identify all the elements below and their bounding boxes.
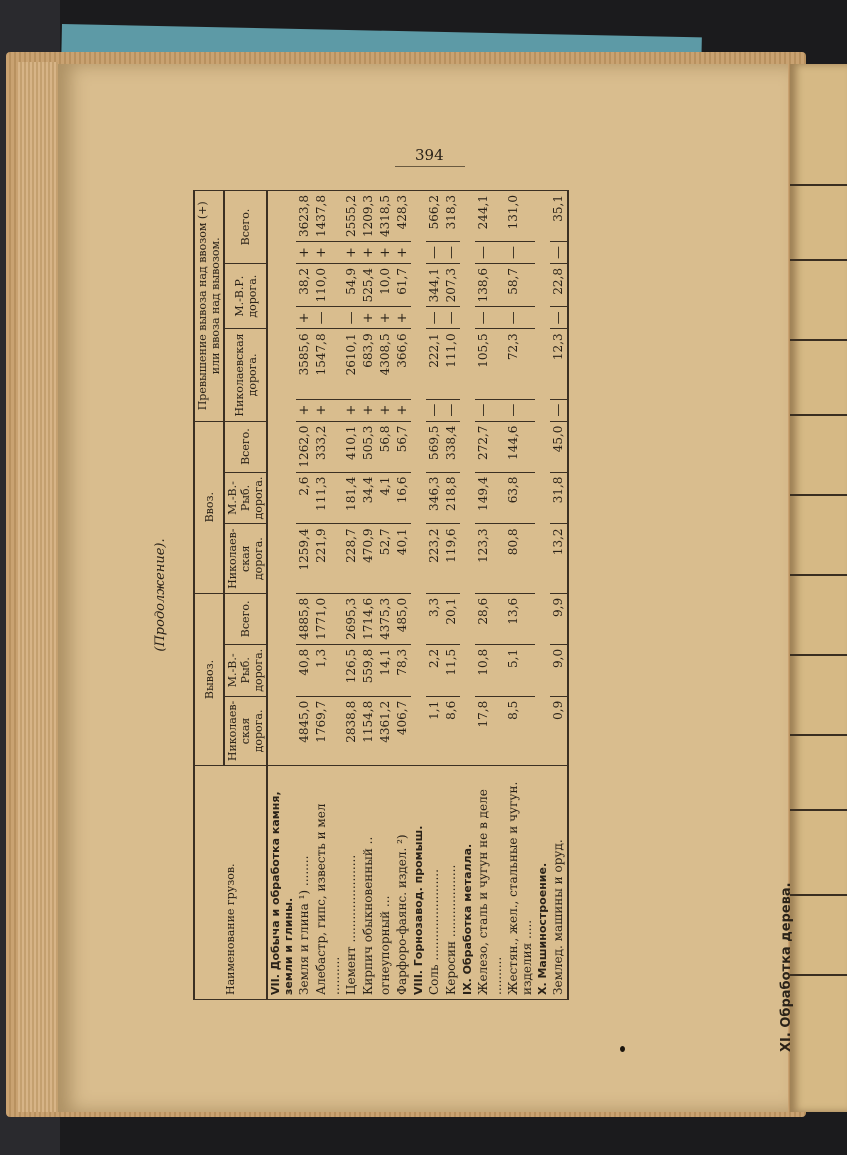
empty-cell: [460, 191, 475, 766]
value-cell: 13,2: [550, 524, 568, 593]
col-excess-header: Превышение вывоза над ввозом (+) или ввоза над вывозом.: [194, 191, 224, 422]
section-row: [535, 191, 550, 1000]
value-cell: 318,3: [443, 191, 460, 242]
value-cell: 126,5: [343, 644, 360, 696]
subcol-nikol: Николаев-ская дорога.: [224, 524, 267, 593]
sign-cell: —: [475, 399, 505, 421]
sign-cell: +: [313, 242, 343, 264]
value-cell: 8,6: [443, 696, 460, 765]
sign-cell: —: [475, 307, 505, 329]
value-cell: 40,1: [394, 524, 411, 593]
value-cell: 428,3: [394, 191, 411, 242]
sign-cell: —: [426, 242, 443, 264]
cargo-name: Кирпич обыкновенный ..: [360, 766, 377, 1000]
value-cell: 244,1: [475, 191, 505, 242]
value-cell: 2,2: [426, 644, 443, 696]
value-cell: 138,6: [475, 264, 505, 307]
value-cell: 149,4: [475, 472, 505, 524]
continuation-note: (Продолжение).: [153, 538, 168, 652]
section-title: VIII. Горнозавод. промыш.: [411, 766, 426, 1000]
value-cell: 111,3: [313, 472, 343, 524]
sign-cell: +: [296, 307, 313, 329]
value-cell: 35,1: [550, 191, 568, 242]
page-number: 394: [415, 146, 444, 164]
page-edges: [18, 62, 58, 1112]
subcol-total: Всего.: [224, 421, 267, 472]
cargo-name: Землед. машины и оруд.: [550, 766, 568, 1000]
cargo-name: Фарфоро-фаянс. издел. ²): [394, 766, 411, 1000]
section-row: [411, 191, 426, 1000]
sign-cell: +: [360, 242, 377, 264]
value-cell: 1262,0: [296, 421, 313, 472]
value-cell: 2838,8: [343, 696, 360, 765]
value-cell: 8,5: [505, 696, 535, 765]
value-cell: 3623,8: [296, 191, 313, 242]
value-cell: 4361,2: [377, 696, 394, 765]
subcol-total: Всего.: [224, 191, 267, 264]
value-cell: 1769,7: [313, 696, 343, 765]
value-cell: 338,4: [443, 421, 460, 472]
cargo-name: Жестян., жел., стальные и чугун. изделия .....: [505, 766, 535, 1000]
value-cell: 131,0: [505, 191, 535, 242]
subcol-mvr: М.-В.-Рыб. дорога.: [224, 644, 267, 696]
value-cell: 34,4: [360, 472, 377, 524]
sign-cell: +: [394, 307, 411, 329]
value-cell: 9,0: [550, 644, 568, 696]
value-cell: 4318,5: [377, 191, 394, 242]
value-cell: 38,2: [296, 264, 313, 307]
next-page-section: [779, 652, 794, 1052]
value-cell: 80,8: [505, 524, 535, 593]
sign-cell: +: [394, 399, 411, 421]
value-cell: 470,9: [360, 524, 377, 593]
value-cell: 1209,3: [360, 191, 377, 242]
section-title: X. Машиностроение.: [535, 766, 550, 1000]
value-cell: 559,8: [360, 644, 377, 696]
value-cell: 22,8: [550, 264, 568, 307]
next-page-heading: XI. Обработка дерева.: [779, 882, 794, 1052]
section-title: IX. Обработка металла.: [460, 766, 475, 1000]
value-cell: 45,0: [550, 421, 568, 472]
value-cell: 10,0: [377, 264, 394, 307]
subcol-nikol: Николаевская дорога.: [224, 329, 267, 421]
rule: [790, 654, 847, 656]
value-cell: 119,6: [443, 524, 460, 593]
sign-cell: —: [550, 242, 568, 264]
value-cell: 1714,6: [360, 593, 377, 644]
sign-cell: —: [550, 399, 568, 421]
value-cell: 569,5: [426, 421, 443, 472]
value-cell: 485,0: [394, 593, 411, 644]
value-cell: 20,1: [443, 593, 460, 644]
value-cell: 4375,3: [377, 593, 394, 644]
value-cell: 1547,8: [313, 329, 343, 399]
value-cell: 123,3: [475, 524, 505, 593]
cargo-name: Земля и глина ¹) ........: [296, 766, 313, 1000]
subcol-mvr: М.-В.-Рыб. дорога.: [224, 472, 267, 524]
cargo-name: огнеупорный ...: [377, 766, 394, 1000]
table-row: [443, 191, 460, 1000]
value-cell: 1,3: [313, 644, 343, 696]
value-cell: 40,8: [296, 644, 313, 696]
value-cell: 63,8: [505, 472, 535, 524]
col-vvoz-header: Ввоз.: [194, 421, 224, 593]
table-row: [296, 191, 313, 1000]
value-cell: 3585,6: [296, 329, 313, 399]
table-body: [267, 191, 568, 1000]
next-page: [779, 64, 847, 1112]
sign-cell: —: [475, 242, 505, 264]
table-row: [360, 191, 377, 1000]
sign-cell: —: [443, 242, 460, 264]
value-cell: 223,2: [426, 524, 443, 593]
value-cell: 4,1: [377, 472, 394, 524]
subcol-nikol: Николаев-ская дорога.: [224, 696, 267, 765]
sign-cell: +: [394, 242, 411, 264]
table-row: [505, 191, 535, 1000]
value-cell: 1154,8: [360, 696, 377, 765]
value-cell: 566,2: [426, 191, 443, 242]
value-cell: 333,2: [313, 421, 343, 472]
value-cell: 181,4: [343, 472, 360, 524]
sign-cell: —: [505, 307, 535, 329]
value-cell: 272,7: [475, 421, 505, 472]
value-cell: 344,1: [426, 264, 443, 307]
page-number-rule: [395, 166, 465, 167]
value-cell: 110,0: [313, 264, 343, 307]
value-cell: 683,9: [360, 329, 377, 399]
cargo-name: Соль ........................: [426, 766, 443, 1000]
table-row: [550, 191, 568, 1000]
sign-cell: +: [296, 399, 313, 421]
sign-cell: —: [426, 399, 443, 421]
cargo-name: Керосин ...................: [443, 766, 460, 1000]
freight-table: [193, 190, 569, 1000]
value-cell: 56,7: [394, 421, 411, 472]
rule: [790, 734, 847, 736]
value-cell: 1259,4: [296, 524, 313, 593]
rule: [790, 974, 847, 976]
value-cell: 58,7: [505, 264, 535, 307]
value-cell: 4885,8: [296, 593, 313, 644]
value-cell: 3,3: [426, 593, 443, 644]
rule: [790, 414, 847, 416]
section-row: [460, 191, 475, 1000]
sign-cell: +: [377, 307, 394, 329]
cargo-name: Цемент .......................: [343, 766, 360, 1000]
table-row: [343, 191, 360, 1000]
rule: [790, 259, 847, 261]
sign-cell: —: [443, 399, 460, 421]
sign-cell: —: [505, 399, 535, 421]
value-cell: 1437,8: [313, 191, 343, 242]
value-cell: 406,7: [394, 696, 411, 765]
value-cell: 0,9: [550, 696, 568, 765]
sign-cell: —: [443, 307, 460, 329]
value-cell: 11,5: [443, 644, 460, 696]
value-cell: 221,9: [313, 524, 343, 593]
value-cell: 12,3: [550, 329, 568, 399]
rule: [790, 809, 847, 811]
value-cell: 14,1: [377, 644, 394, 696]
empty-cell: [411, 191, 426, 766]
value-cell: 78,3: [394, 644, 411, 696]
value-cell: 111,0: [443, 329, 460, 399]
value-cell: 13,6: [505, 593, 535, 644]
value-cell: 54,9: [343, 264, 360, 307]
value-cell: 52,7: [377, 524, 394, 593]
value-cell: 72,3: [505, 329, 535, 399]
table-row: [313, 191, 343, 1000]
value-cell: 9,9: [550, 593, 568, 644]
empty-cell: [535, 191, 550, 766]
value-cell: 346,3: [426, 472, 443, 524]
value-cell: 4845,0: [296, 696, 313, 765]
sign-cell: +: [313, 399, 343, 421]
sign-cell: +: [377, 242, 394, 264]
subcol-total: Всего.: [224, 593, 267, 644]
value-cell: 61,7: [394, 264, 411, 307]
value-cell: 410,1: [343, 421, 360, 472]
value-cell: 2,6: [296, 472, 313, 524]
sign-cell: +: [343, 242, 360, 264]
sign-cell: —: [426, 307, 443, 329]
sign-cell: —: [313, 307, 343, 329]
value-cell: 218,8: [443, 472, 460, 524]
sign-cell: —: [550, 307, 568, 329]
value-cell: 10,8: [475, 644, 505, 696]
section-row: [267, 191, 296, 1000]
rule: [790, 894, 847, 896]
ink-blot: [620, 1046, 625, 1052]
subcol-mvr: М.-В.Р. дорога.: [224, 264, 267, 329]
value-cell: 5,1: [505, 644, 535, 696]
sign-cell: +: [343, 399, 360, 421]
rule: [790, 494, 847, 496]
value-cell: 1,1: [426, 696, 443, 765]
value-cell: 222,1: [426, 329, 443, 399]
value-cell: 505,3: [360, 421, 377, 472]
sign-cell: +: [377, 399, 394, 421]
section-title: VII. Добыча и обработка камня, земли и глины.: [267, 766, 296, 1000]
value-cell: 207,3: [443, 264, 460, 307]
value-cell: 28,6: [475, 593, 505, 644]
col-name-header: Наименование грузов.: [194, 766, 267, 1000]
table-row: [394, 191, 411, 1000]
table-row: [426, 191, 443, 1000]
value-cell: 105,5: [475, 329, 505, 399]
value-cell: 525,4: [360, 264, 377, 307]
cargo-name: Железо, сталь и чугун не в деле ..........: [475, 766, 505, 1000]
value-cell: 2555,2: [343, 191, 360, 242]
value-cell: 4308,5: [377, 329, 394, 399]
sign-cell: —: [343, 307, 360, 329]
value-cell: 31,8: [550, 472, 568, 524]
col-vyvoz-header: Вывоз.: [194, 593, 224, 765]
table-row: [475, 191, 505, 1000]
empty-cell: [267, 191, 296, 766]
sign-cell: +: [296, 242, 313, 264]
value-cell: 1771,0: [313, 593, 343, 644]
value-cell: 17,8: [475, 696, 505, 765]
sign-cell: +: [360, 307, 377, 329]
value-cell: 144,6: [505, 421, 535, 472]
sign-cell: +: [360, 399, 377, 421]
value-cell: 366,6: [394, 329, 411, 399]
value-cell: 16,6: [394, 472, 411, 524]
table-row: [377, 191, 394, 1000]
value-cell: 2610,1: [343, 329, 360, 399]
rule: [790, 184, 847, 186]
rule: [790, 339, 847, 341]
value-cell: 228,7: [343, 524, 360, 593]
sign-cell: —: [505, 242, 535, 264]
rule: [790, 574, 847, 576]
cargo-name: Алебастр, гипс, известь и мел ..........: [313, 766, 343, 1000]
value-cell: 56,8: [377, 421, 394, 472]
rotated-table-block: [153, 190, 773, 1000]
value-cell: 2695,3: [343, 593, 360, 644]
